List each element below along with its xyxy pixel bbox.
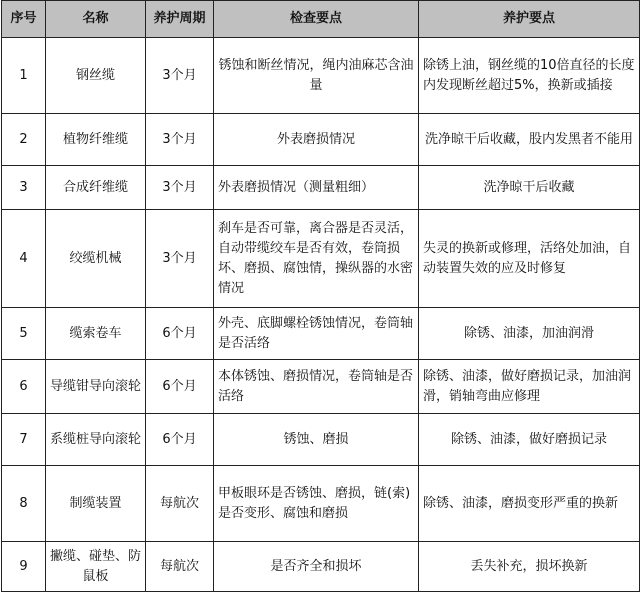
cell-period: 6个月	[146, 360, 214, 414]
cell-no: 1	[2, 38, 46, 114]
cell-no: 2	[2, 114, 46, 166]
cell-no: 8	[2, 466, 46, 542]
header-check: 检查要点	[214, 1, 419, 38]
cell-check: 外表磨损情况（测量粗细）	[214, 166, 419, 210]
cell-no: 7	[2, 414, 46, 466]
cell-maint: 除锈、油漆，加油润滑	[419, 308, 640, 360]
header-maint: 养护要点	[419, 1, 640, 38]
cell-no: 5	[2, 308, 46, 360]
cell-name: 系缆桩导向滚轮	[46, 414, 146, 466]
table-row	[2, 114, 640, 166]
cell-name: 绞缆机械	[46, 210, 146, 308]
cell-period: 每航次	[146, 542, 214, 592]
cell-no: 6	[2, 360, 46, 414]
cell-name: 撇缆、碰垫、防鼠板	[46, 542, 146, 592]
cell-period: 3个月	[146, 166, 214, 210]
header-row	[2, 1, 640, 38]
cell-period: 3个月	[146, 210, 214, 308]
cell-check: 刹车是否可靠，离合器是否灵活，自动带缆绞车是否有效，卷筒损坏、磨损、腐蚀情，操纵器的水密情况	[214, 210, 419, 308]
table-row	[2, 542, 640, 592]
cell-name: 钢丝缆	[46, 38, 146, 114]
cell-check: 锈蚀和断丝情况，绳内油麻芯含油量	[214, 38, 419, 114]
cell-check: 外壳、底脚螺栓锈蚀情况，卷筒轴是否活络	[214, 308, 419, 360]
cell-check: 本体锈蚀、磨损情况，卷筒轴是否活络	[214, 360, 419, 414]
cell-check: 甲板眼环是否锈蚀、磨损，链(索)是否变形、腐蚀和磨损	[214, 466, 419, 542]
table-row	[2, 210, 640, 308]
table-row	[2, 38, 640, 114]
table-row	[2, 308, 640, 360]
cell-maint: 丢失补充，损坏换新	[419, 542, 640, 592]
cell-maint: 除锈、油漆，做好磨损记录，加油润滑，销轴弯曲应修理	[419, 360, 640, 414]
cell-period: 6个月	[146, 308, 214, 360]
header-period: 养护周期	[146, 1, 214, 38]
cell-name: 植物纤维缆	[46, 114, 146, 166]
cell-check: 锈蚀、磨损	[214, 414, 419, 466]
cell-name: 缆索卷车	[46, 308, 146, 360]
cell-period: 每航次	[146, 466, 214, 542]
table-row	[2, 414, 640, 466]
cell-name: 合成纤维缆	[46, 166, 146, 210]
table-row	[2, 360, 640, 414]
header-no: 序号	[2, 1, 46, 38]
cell-period: 6个月	[146, 414, 214, 466]
cell-no: 3	[2, 166, 46, 210]
cell-name: 导缆钳导向滚轮	[46, 360, 146, 414]
cell-maint: 除锈、油漆，做好磨损记录	[419, 414, 640, 466]
cell-maint: 除锈上油，钢丝缆的10倍直径的长度内发现断丝超过5%，换新或插接	[419, 38, 640, 114]
cell-maint: 洗净晾干后收藏，股内发黑者不能用	[419, 114, 640, 166]
cell-no: 4	[2, 210, 46, 308]
cell-period: 3个月	[146, 114, 214, 166]
cell-period: 3个月	[146, 38, 214, 114]
cell-check: 外表磨损情况	[214, 114, 419, 166]
header-name: 名称	[46, 1, 146, 38]
cell-check: 是否齐全和损坏	[214, 542, 419, 592]
cell-maint: 除锈、油漆，磨损变形严重的换新	[419, 466, 640, 542]
table-row	[2, 166, 640, 210]
cell-maint: 洗净晾干后收藏	[419, 166, 640, 210]
maintenance-table	[1, 0, 640, 592]
table-row	[2, 466, 640, 542]
cell-name: 制缆装置	[46, 466, 146, 542]
cell-no: 9	[2, 542, 46, 592]
cell-maint: 失灵的换新或修理，活络处加油，自动装置失效的应及时修复	[419, 210, 640, 308]
